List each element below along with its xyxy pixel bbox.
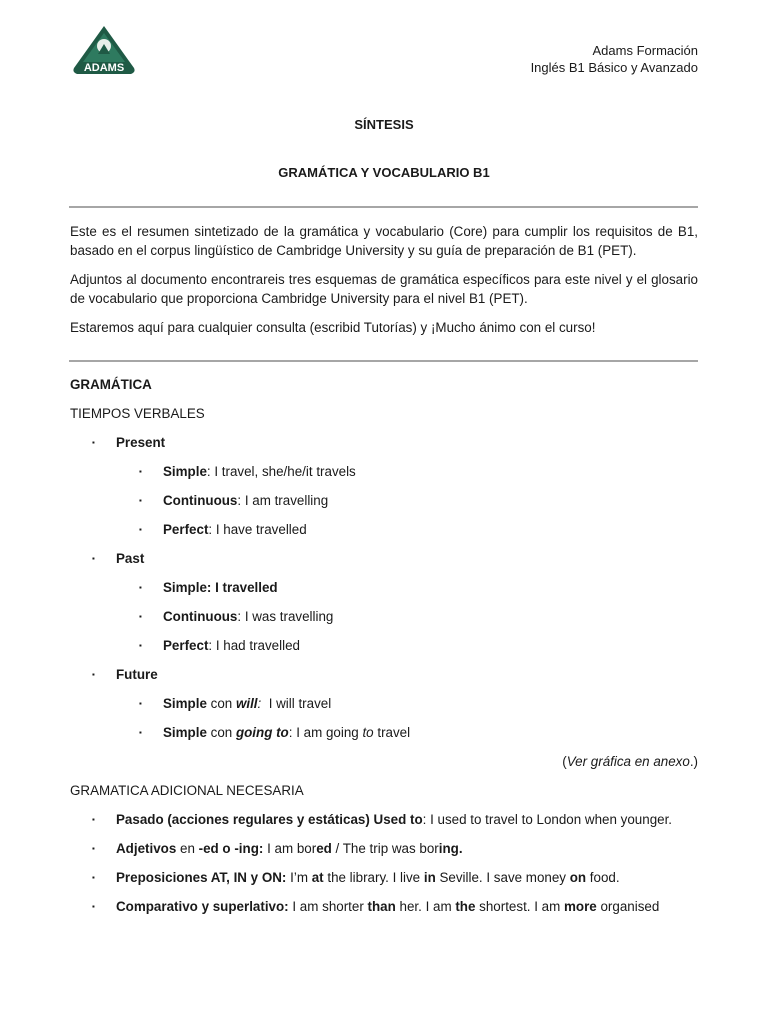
past-label: Past [116, 551, 145, 566]
bullet-icon: ▪ [139, 525, 142, 534]
past-simple: Simple: I travelled [163, 580, 278, 595]
comparativo-item: Comparativo y superlativo: I am shorter than her. I am the shortest. I am more organised [116, 899, 660, 914]
future-label: Future [116, 667, 158, 682]
grammar-heading: GRAMÁTICA [70, 377, 152, 392]
future-will: Simple con will: I will travel [163, 696, 332, 711]
future-going-to: Simple con going to: I am going to travel [163, 725, 411, 740]
divider-top [69, 206, 698, 208]
bullet-icon: ▪ [92, 873, 95, 882]
bullet-icon: ▪ [92, 438, 95, 447]
intro-paragraph-2: Adjuntos al documento encontrareis tres esquemas de gramática específicos para este nivel y el glosario de vocabulario que proporciona Cambridge University para el nivel B1 (PET). [70, 272, 698, 306]
doc-subtitle: GRAMÁTICA Y VOCABULARIO B1 [278, 165, 490, 180]
bullet-icon: ▪ [92, 844, 95, 853]
adjetivos-item: Adjetivos en -ed o -ing: I am bored / The trip was boring. [116, 841, 463, 856]
bullet-icon: ▪ [139, 467, 142, 476]
tenses-heading: TIEMPOS VERBALES [70, 406, 205, 421]
present-simple: Simple: I travel, she/he/it travels [163, 464, 356, 479]
course-name: Inglés B1 Básico y Avanzado [530, 60, 698, 75]
bullet-icon: ▪ [139, 496, 142, 505]
bullet-icon: ▪ [139, 583, 142, 592]
bullet-icon: ▪ [139, 699, 142, 708]
pasado-item: Pasado (acciones regulares y estáticas) Used to: I used to travel to London when younger. [116, 812, 673, 827]
header-info [531, 42, 698, 76]
annex-note: (Ver gráfica en anexo.) [562, 754, 698, 769]
org-name: Adams Formación [592, 43, 698, 58]
divider-bottom [69, 360, 698, 362]
intro-paragraph-3: Estaremos aquí para cualquier consulta (escribid Tutorías) y ¡Mucho ánimo con el curso! [70, 320, 596, 335]
present-label: Present [116, 435, 166, 450]
doc-title: SÍNTESIS [354, 117, 414, 132]
past-perfect: Perfect: I had travelled [163, 638, 300, 653]
bullet-icon: ▪ [92, 554, 95, 563]
logo-text: ADAMS [83, 62, 125, 74]
adams-logo [72, 24, 136, 76]
bullet-icon: ▪ [92, 670, 95, 679]
past-continuous: Continuous: I was travelling [163, 609, 334, 624]
bullet-icon: ▪ [92, 815, 95, 824]
intro-paragraph-1: Este es el resumen sintetizado de la gramática y vocabulario (Core) para cumplir los requisitos de B1, basado en el corpus lingüístico de Cambridge University y su guía de preparación de B1 (PET). [70, 224, 698, 258]
bullet-icon: ▪ [139, 641, 142, 650]
bullet-icon: ▪ [139, 728, 142, 737]
bullet-icon: ▪ [92, 902, 95, 911]
present-perfect: Perfect: I have travelled [163, 522, 307, 537]
present-continuous: Continuous: I am travelling [163, 493, 329, 508]
bullet-icon: ▪ [139, 612, 142, 621]
preposiciones-item: Preposiciones AT, IN y ON: I’m at the library. I live in Seville. I save money on food. [116, 870, 620, 885]
additional-heading: GRAMATICA ADICIONAL NECESARIA [70, 783, 304, 798]
